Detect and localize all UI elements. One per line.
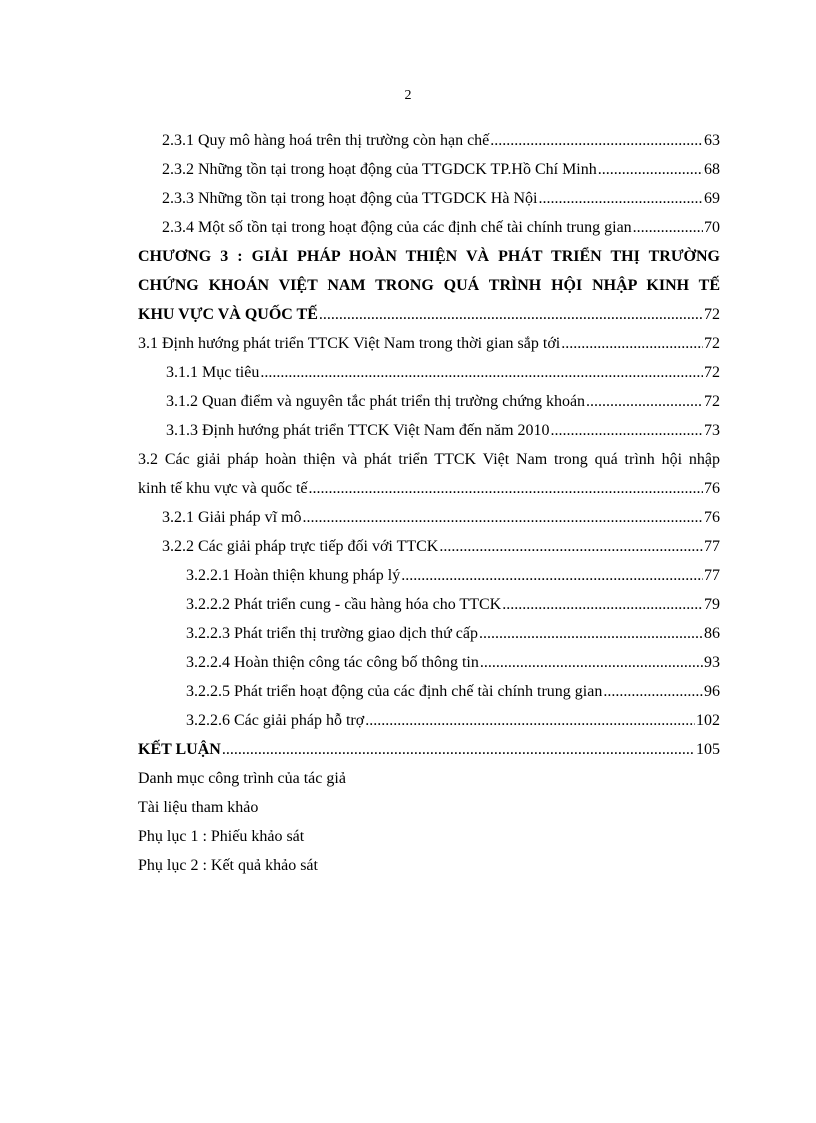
toc-item-label: 3.2.2.6 Các giải pháp hỗ trợ [186,712,365,729]
toc-item-page: 105 [696,741,720,758]
toc-item-label: 3.1 Định hướng phát triển TTCK Việt Nam trong thời gian sắp tới [138,335,561,352]
toc-item-page: 76 [704,509,720,526]
toc-item-label: 2.3.3 Những tồn tại trong hoạt động của TTGDCK Hà Nội [162,190,538,207]
toc-item-label: KẾT LUẬN [138,741,221,758]
toc-item-2-3-4[interactable] [138,213,720,242]
toc-item-appendix-1[interactable]: Phụ lục 1 : Phiếu khảo sát [138,828,305,845]
toc-item-label: 3.2.2.4 Hoàn thiện công tác công bố thông tin [186,654,479,671]
toc-item-3-2-2-6[interactable] [138,706,720,735]
toc-item-label: 3.2.2.3 Phát triển thị trường giao dịch thứ cấp [186,625,478,642]
toc-item-3-1-1[interactable] [138,358,720,387]
toc-item-label: 2.3.1 Quy mô hàng hoá trên thị trường còn hạn chế [162,132,490,149]
chapter-3-title-line-1[interactable]: CHƯƠNG 3 : GIẢI PHÁP HOÀN THIỆN VÀ PHÁT TRIỂN THỊ TRƯỜNG [138,248,720,265]
dot-leader [365,706,695,735]
toc-item-page: 73 [704,422,720,439]
page-number: 2 [404,88,412,103]
toc-item-3-1-3[interactable] [138,416,720,445]
toc-item-page: 79 [704,596,720,613]
dot-leader [439,532,703,561]
toc-item-author-works[interactable]: Danh mục công trình của tác giả [138,770,346,787]
toc-item-page: 70 [704,219,720,236]
dot-leader [603,677,703,706]
dot-leader [303,503,703,532]
dot-leader [633,213,703,242]
dot-leader [222,735,695,764]
toc-item-conclusion[interactable] [138,735,720,764]
toc-item-3-2-line-1[interactable]: 3.2 Các giải pháp hoàn thiện và phát triển TTCK Việt Nam trong quá trình hội nhập [138,451,720,468]
toc-item-page: 72 [704,393,720,410]
toc-item-page: 63 [704,132,720,149]
toc-item-3-2-2-1[interactable] [138,561,720,590]
toc-item-page: 86 [704,625,720,642]
toc-item-2-3-2[interactable] [138,155,720,184]
toc-item-label: 2.3.2 Những tồn tại trong hoạt động của TTGDCK TP.Hồ Chí Minh [162,161,597,178]
dot-leader [490,126,703,155]
toc-item-page: 76 [704,480,720,497]
toc-item-page: 72 [704,306,720,323]
dot-leader [551,416,703,445]
dot-leader [502,590,703,619]
chapter-3-title-line-2[interactable]: CHỨNG KHOÁN VIỆT NAM TRONG QUÁ TRÌNH HỘI NHẬP KINH TẾ [138,277,720,294]
toc-item-3-2-line-2[interactable] [138,474,720,503]
toc-item-page: 72 [704,335,720,352]
dot-leader [598,155,703,184]
toc-item-page: 72 [704,364,720,381]
dot-leader [309,474,703,503]
toc-item-label: 2.3.4 Một số tồn tại trong hoạt động của các định chế tài chính trung gian [162,219,632,236]
dot-leader [401,561,703,590]
dot-leader [319,300,703,329]
toc-item-label: 3.1.2 Quan điểm và nguyên tắc phát triển thị trường chứng khoán [166,393,586,410]
toc-item-page: 93 [704,654,720,671]
toc-item-label: 3.1.1 Mục tiêu [166,364,260,381]
dot-leader [260,358,703,387]
toc-item-page: 77 [704,567,720,584]
toc-item-3-2-2-5[interactable] [138,677,720,706]
chapter-3-title-line-3[interactable] [138,300,720,329]
toc-item-3-1[interactable] [138,329,720,358]
toc-item-label: 3.2.2.5 Phát triển hoạt động của các định chế tài chính trung gian [186,683,603,700]
toc-item-3-2-2[interactable] [138,532,720,561]
toc-item-page: 69 [704,190,720,207]
toc-item-label: 3.1.3 Định hướng phát triển TTCK Việt Nam đến năm 2010 [166,422,550,439]
toc-item-2-3-3[interactable] [138,184,720,213]
dot-leader [538,184,703,213]
toc-item-page: 96 [704,683,720,700]
toc-item-page: 102 [696,712,720,729]
toc-item-references[interactable]: Tài liệu tham khảo [138,799,259,816]
toc-item-3-2-2-3[interactable] [138,619,720,648]
table-of-contents [138,126,720,880]
toc-item-3-2-2-4[interactable] [138,648,720,677]
toc-item-label: 3.2.2 Các giải pháp trực tiếp đối với TTCK [162,538,439,555]
toc-item-page: 68 [704,161,720,178]
toc-item-label: kinh tế khu vực và quốc tế [138,480,308,497]
toc-item-appendix-2[interactable]: Phụ lục 2 : Kết quả khảo sát [138,857,318,874]
dot-leader [586,387,703,416]
toc-item-label: 3.2.2.1 Hoàn thiện khung pháp lý [186,567,401,584]
toc-item-3-2-1[interactable] [138,503,720,532]
toc-item-label: KHU VỰC VÀ QUỐC TẾ [138,306,318,323]
toc-item-label: 3.2.1 Giải pháp vĩ mô [162,509,302,526]
dot-leader [479,619,703,648]
toc-item-2-3-1[interactable] [138,126,720,155]
toc-item-3-2-2-2[interactable] [138,590,720,619]
toc-item-3-1-2[interactable] [138,387,720,416]
toc-item-page: 77 [704,538,720,555]
dot-leader [561,329,703,358]
toc-item-label: 3.2.2.2 Phát triển cung - cầu hàng hóa cho TTCK [186,596,502,613]
dot-leader [480,648,703,677]
